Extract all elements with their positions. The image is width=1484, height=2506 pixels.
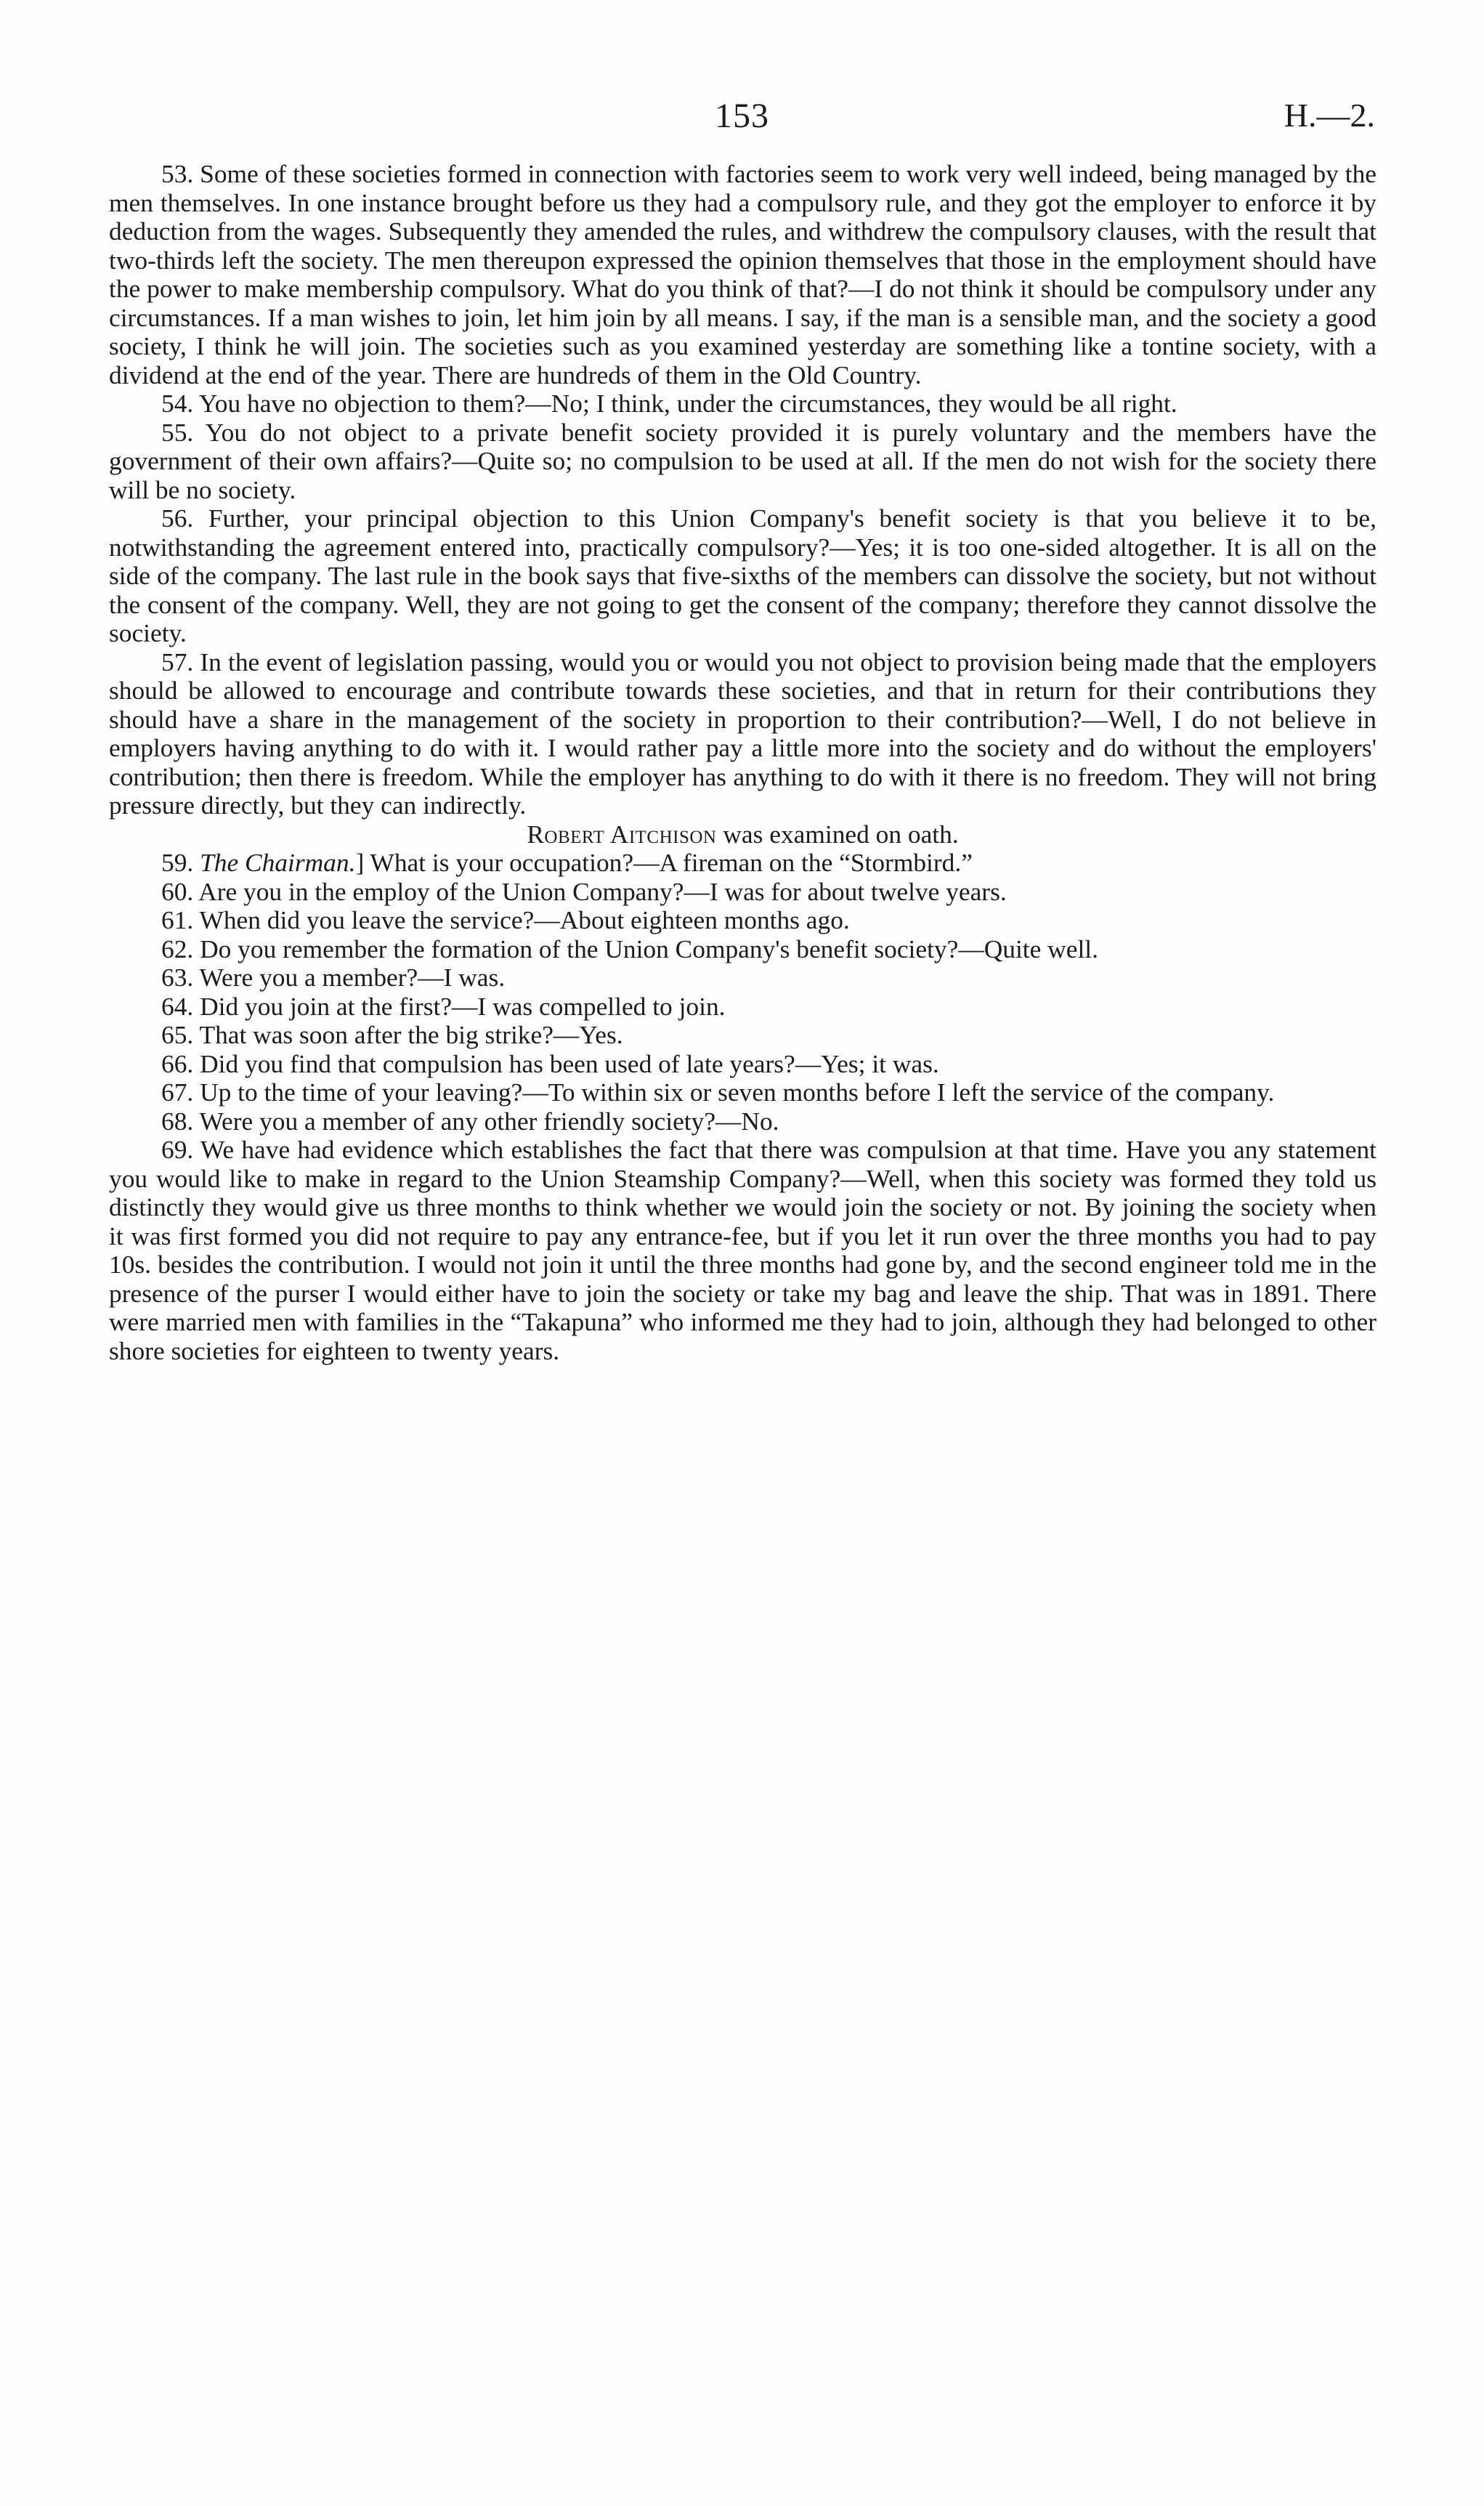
paragraph-61: 61. When did you leave the service?—About eighteen months ago. (161, 905, 850, 934)
page-number: 153 (715, 97, 769, 135)
paragraph-64: 64. Did you join at the first?—I was compelled to join. (161, 991, 726, 1021)
paragraph-54: 54. You have no objection to them?—No; I think, under the circumstances, they would be all right. (161, 389, 1177, 418)
paragraph-66: 66. Did you find that compulsion has been used of late years?—Yes; it was. (161, 1048, 939, 1078)
witness-name: Robert Aitchison (527, 819, 717, 849)
paragraph-63: 63. Were you a member?—I was. (161, 963, 506, 992)
paragraph-65: 65. That was soon after the big strike?—Yes. (161, 1020, 623, 1049)
page-header (109, 96, 1375, 140)
paragraph-60: 60. Are you in the employ of the Union Company?—I was for about twelve years. (161, 876, 1007, 906)
paragraph-59-speaker: The Chairman. (200, 848, 356, 877)
paragraph-57: 57. In the event of legislation passing, would you or would you not object to provision being made that the employers should be allowed to encourage and contribute towards these societies, and that in return for their contributions they should have a share in the management of the society in proportion to their contribution?—Well, I do not believe in employers having anything to do with it. I would rather pay a little more into the society and do without the employers' contribution; then there is freedom. While the employer has anything to do with it there is no freedom. They will not bring pressure directly, but they can indirectly. (109, 647, 1376, 820)
paragraph-69: 69. We have had evidence which establishes the fact that there was compulsion at that time. Have you any statement you would like to make in regard to the Union Steamship Company?—Well, when this society was formed they told us distinctly they would give us three months to think whether we would join the society or not. By joining the society when it was first formed you did not require to pay any entrance-fee, but if you let it run over the three months you had to pay 10s. besides the contribution. I would not join it until the three months had gone by, and the second engineer told me in the presence of the purser I would either have to join the society or take my bag and leave the ship. That was in 1891. There were married men with families in the “Takapuna” who informed me they had to join, although they had belonged to other shore societies for eighteen to twenty years. (109, 1135, 1376, 1365)
paragraph-55: 55. You do not object to a private benefit society provided it is purely voluntary and the members have the government of their own affairs?—Quite so; no compulsion to be used at all. If the men do not wish for the society there will be no society. (109, 417, 1376, 504)
paragraph-62: 62. Do you remember the formation of the Union Company's benefit society?—Quite well. (161, 934, 1098, 963)
witness-heading-rest: was examined on oath. (723, 819, 959, 849)
paragraph-59 (109, 849, 1376, 878)
document-reference: H.—2. (1284, 97, 1375, 134)
paragraph-59-number: 59. (161, 848, 200, 877)
paragraph-59-text: ] What is your occupation?—A fireman on the “Stormbird.” (355, 848, 973, 877)
paragraph-53: 53. Some of these societies formed in connection with factories seem to work very well indeed, being managed by the men themselves. In one instance brought before us they had a compulsory rule, and they got the employer to enforce it by deduction from the wages. Subsequently they amended the rules, and withdrew the compulsory clauses, with the result that two-thirds left the society. The men thereupon expressed the opinion themselves that those in the employment should have the power to make membership compulsory. What do you think of that?—I do not think it should be compulsory under any circumstances. If a man wishes to join, let him join by all means. I say, if the man is a sensible man, and the society a good society, I think he will join. The societies such as you examined yesterday are something like a tontine society, with a dividend at the end of the year. There are hundreds of them in the Old Country. (109, 159, 1376, 389)
paragraph-67: 67. Up to the time of your leaving?—To within six or seven months before I left the service of the company. (161, 1078, 1275, 1107)
paragraph-56: 56. Further, your principal objection to this Union Company's benefit society is that you believe it to be, notwithstanding the agreement entered into, practically compulsory?—Yes; it is too one-sided altogether. It is all on the side of the company. The last rule in the book says that five-sixths of the members can dissolve the society, but not without the consent of the company. Well, they are not going to get the consent of the company; therefore they cannot dissolve the society. (109, 504, 1376, 647)
witness-heading (109, 820, 1376, 849)
paragraph-68: 68. Were you a member of any other friendly society?—No. (161, 1106, 779, 1136)
body-text (109, 160, 1376, 1365)
